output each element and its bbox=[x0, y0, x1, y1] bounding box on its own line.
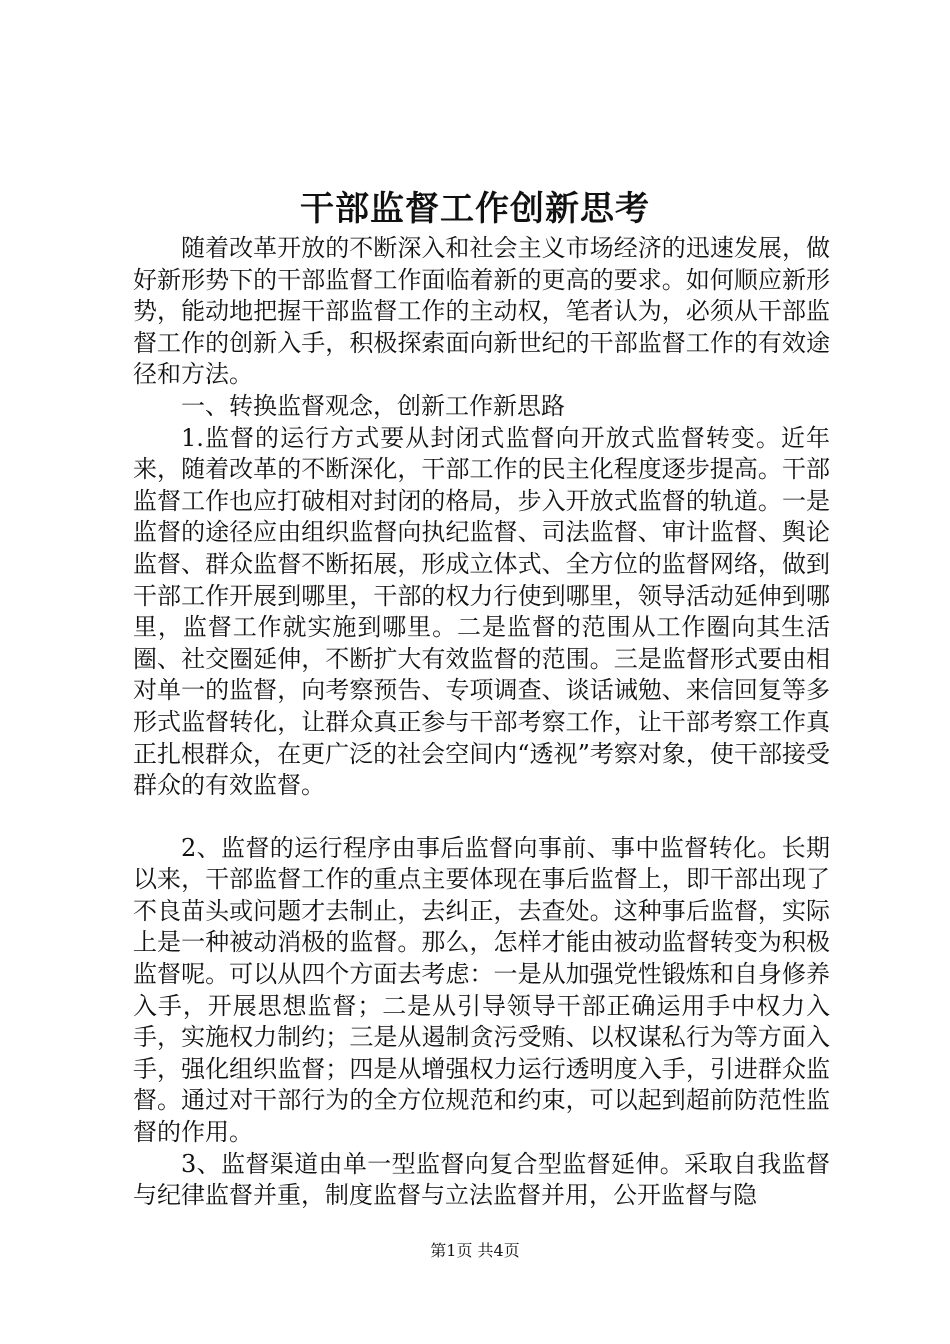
intro-paragraph: 随着改革开放的不断深入和社会主义市场经济的迅速发展，做好新形势下的干部监督工作面临着新的更高的要求。如何顺应新形势，能动地把握干部监督工作的主动权，笔者认为，必须从干部监督工作的创新入手，积极探索面向新世纪的干部监督工作的有效途径和方法。 bbox=[133, 234, 830, 389]
body-paragraph-2: 2、监督的运行程序由事后监督向事前、事中监督转化。长期以来，干部监督工作的重点主要体现在事后监督上，即干部出现了不良苗头或问题才去制止，去纠正，去查处。这种事后监督，实际上是一种被动消极的监督。那么，怎样才能由被动监督转变为积极监督呢。可以从四个方面去考虑：一是从加强党性锻炼和自身修养入手，开展思想监督；二是从引导领导干部正确运用手中权力入手，实施权力制约；三是从遏制贪污受贿、以权谋私行为等方面入手，强化组织监督；四是从增强权力运行透明度入手，引进群众监督。通过对干部行为的全方位规范和约束，可以起到超前防范性监督的作用。 bbox=[133, 833, 830, 1147]
body-paragraph-1: 1.监督的运行方式要从封闭式监督向开放式监督转变。近年来，随着改革的不断深化，干部工作的民主化程度逐步提高。干部监督工作也应打破相对封闭的格局，步入开放式监督的轨道。一是监督的途径应由组织监督向执纪监督、司法监督、审计监督、舆论监督、群众监督不断拓展，形成立体式、全方位的监督网络，做到干部工作开展到哪里，干部的权力行使到哪里，领导活动延伸到哪里，监督工作就实施到哪里。二是监督的范围从工作圈向其生活圈、社交圈延伸，不断扩大有效监督的范围。三是监督形式要由相对单一的监督，向考察预告、专项调查、谈话诫勉、来信回复等多形式监督转化，让群众真正参与干部考察工作，让干部考察工作真正扎根群众，在更广泛的社会空间内“透视”考察对象，使干部接受群众的有效监督。 bbox=[133, 423, 830, 800]
body-paragraph-3: 3、监督渠道由单一型监督向复合型监督延伸。采取自我监督与纪律监督并重，制度监督与立法监督并用，公开监督与隐 bbox=[133, 1149, 830, 1210]
page-number-footer: 第1页 共4页 bbox=[430, 1241, 520, 1260]
document-body bbox=[133, 233, 830, 1212]
document-title: 干部监督工作创新思考 bbox=[300, 189, 650, 229]
section-heading: 一、转换监督观念，创新工作新思路 bbox=[181, 391, 565, 420]
